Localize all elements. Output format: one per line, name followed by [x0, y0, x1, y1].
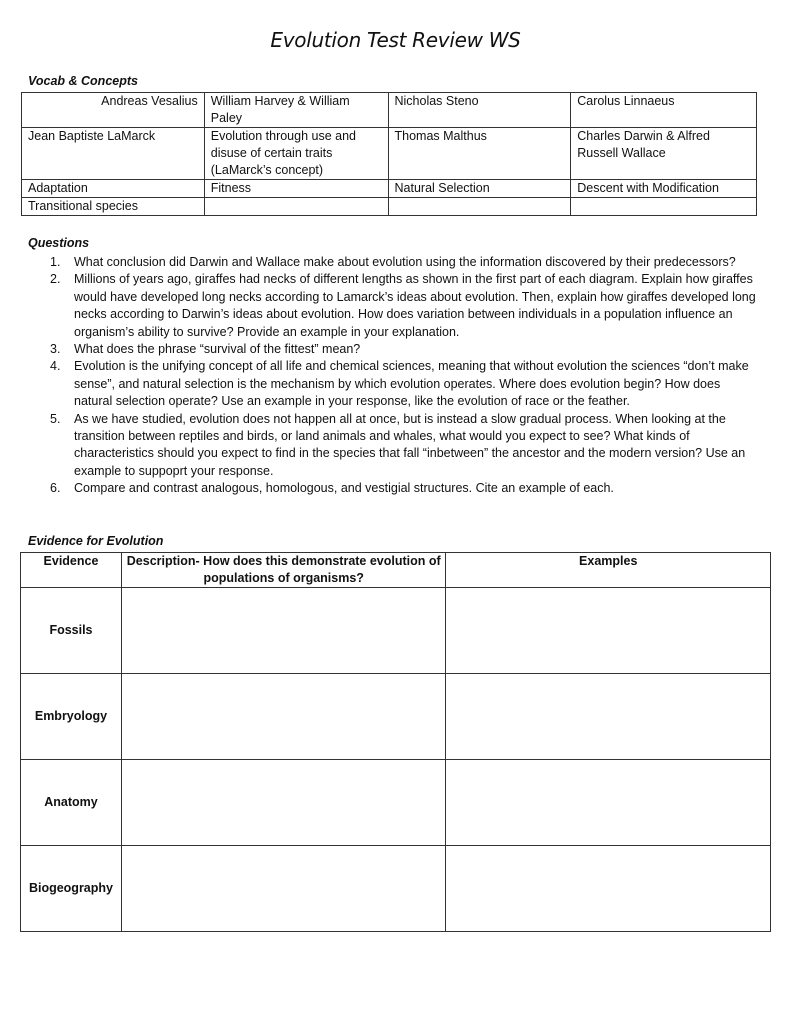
vocab-cell: Fitness — [204, 180, 388, 198]
question-text: Compare and contrast analogous, homologous, and vestigial structures. Cite an example of each. — [74, 481, 614, 496]
evidence-table — [20, 552, 771, 932]
evidence-label: Anatomy — [21, 760, 122, 846]
evidence-row — [21, 846, 771, 932]
vocab-row — [22, 198, 757, 216]
evidence-row — [21, 588, 771, 674]
vocab-cell: Jean Baptiste LaMarck — [22, 128, 205, 180]
vocab-cell — [571, 198, 757, 216]
page-title: Evolution Test Review WS — [270, 28, 521, 52]
vocab-cell — [204, 198, 388, 216]
vocab-row — [22, 93, 757, 128]
question-number: 2. — [50, 272, 61, 287]
description-cell — [121, 846, 446, 932]
question-item — [50, 358, 760, 410]
vocab-cell: Evolution through use and disuse of certain traits (LaMarck’s concept) — [204, 128, 388, 180]
question-item — [50, 341, 760, 358]
vocab-cell: William Harvey & William Paley — [204, 93, 388, 128]
examples-cell — [446, 674, 771, 760]
evidence-row — [21, 760, 771, 846]
question-number: 6. — [50, 481, 61, 496]
question-text: What conclusion did Darwin and Wallace make about evolution using the information discovered by their predecessors? — [74, 255, 736, 269]
vocab-cell: Descent with Modification — [571, 180, 757, 198]
question-number: 1. — [50, 255, 61, 269]
evidence-header-row — [21, 553, 771, 588]
evidence-row — [21, 674, 771, 760]
vocab-cell: Natural Selection — [388, 180, 571, 198]
description-column-header: Description- How does this demonstrate evolution of populations of organisms? — [121, 553, 446, 588]
vocab-cell: Carolus Linnaeus — [571, 93, 757, 128]
question-text: Millions of years ago, giraffes had necks of different lengths as shown in the first part of each diagram. Explain how giraffes would have developed long necks according to Lamarck’s ideas about evolution. Then, explain how giraffes developed long necks according to Darwin’s ideas about evolution. How does variation between individuals in a population influence an organism’s ability to survive? Provide an example in your explanation. — [74, 272, 756, 339]
question-number: 4. — [50, 359, 61, 374]
evidence-column-header: Evidence — [21, 553, 122, 588]
examples-cell — [446, 760, 771, 846]
description-cell — [121, 760, 446, 846]
question-item — [50, 480, 760, 497]
vocab-row — [22, 180, 757, 198]
examples-cell — [446, 846, 771, 932]
questions-list — [50, 254, 760, 498]
question-item — [50, 254, 760, 271]
examples-column-header: Examples — [446, 553, 771, 588]
vocab-cell: Transitional species — [22, 198, 205, 216]
vocab-cell: Thomas Malthus — [388, 128, 571, 180]
vocab-cell: Adaptation — [22, 180, 205, 198]
examples-cell — [446, 588, 771, 674]
evidence-label: Embryology — [21, 674, 122, 760]
questions-heading: Questions — [28, 236, 90, 250]
question-number: 5. — [50, 411, 61, 426]
question-text: What does the phrase “survival of the fittest” mean? — [74, 342, 361, 357]
description-cell — [121, 674, 446, 760]
evidence-label: Biogeography — [21, 846, 122, 932]
evidence-label: Fossils — [21, 588, 122, 674]
description-cell — [121, 588, 446, 674]
vocab-row — [22, 128, 757, 180]
vocab-cell — [388, 198, 571, 216]
vocab-cell: Andreas Vesalius — [22, 93, 205, 128]
evidence-heading: Evidence for Evolution — [28, 534, 164, 548]
vocab-table — [21, 92, 757, 216]
vocab-cell: Nicholas Steno — [388, 93, 571, 128]
question-text: Evolution is the unifying concept of all life and chemical sciences, meaning that without evolution the sciences “don’t make sense”, and natural selection is the mechanism by which evolution operates. Where does evolution begin? How does natural selection operate? Use an example in your response, like the evolution of race or the feather. — [74, 359, 749, 409]
vocab-heading: Vocab & Concepts — [28, 74, 138, 88]
question-number: 3. — [50, 342, 61, 357]
vocab-cell: Charles Darwin & Alfred Russell Wallace — [571, 128, 757, 180]
question-text: As we have studied, evolution does not happen all at once, but is instead a slow gradual process. When looking at the transition between reptiles and birds, or land animals and whales, what would you expect to see? What kinds of characteristics should you expect to find in the species that fall “inbetween” the ancestor and the modern version? Use an example to suppoprt your response. — [74, 411, 746, 478]
question-item — [50, 411, 760, 481]
question-item — [50, 271, 760, 341]
